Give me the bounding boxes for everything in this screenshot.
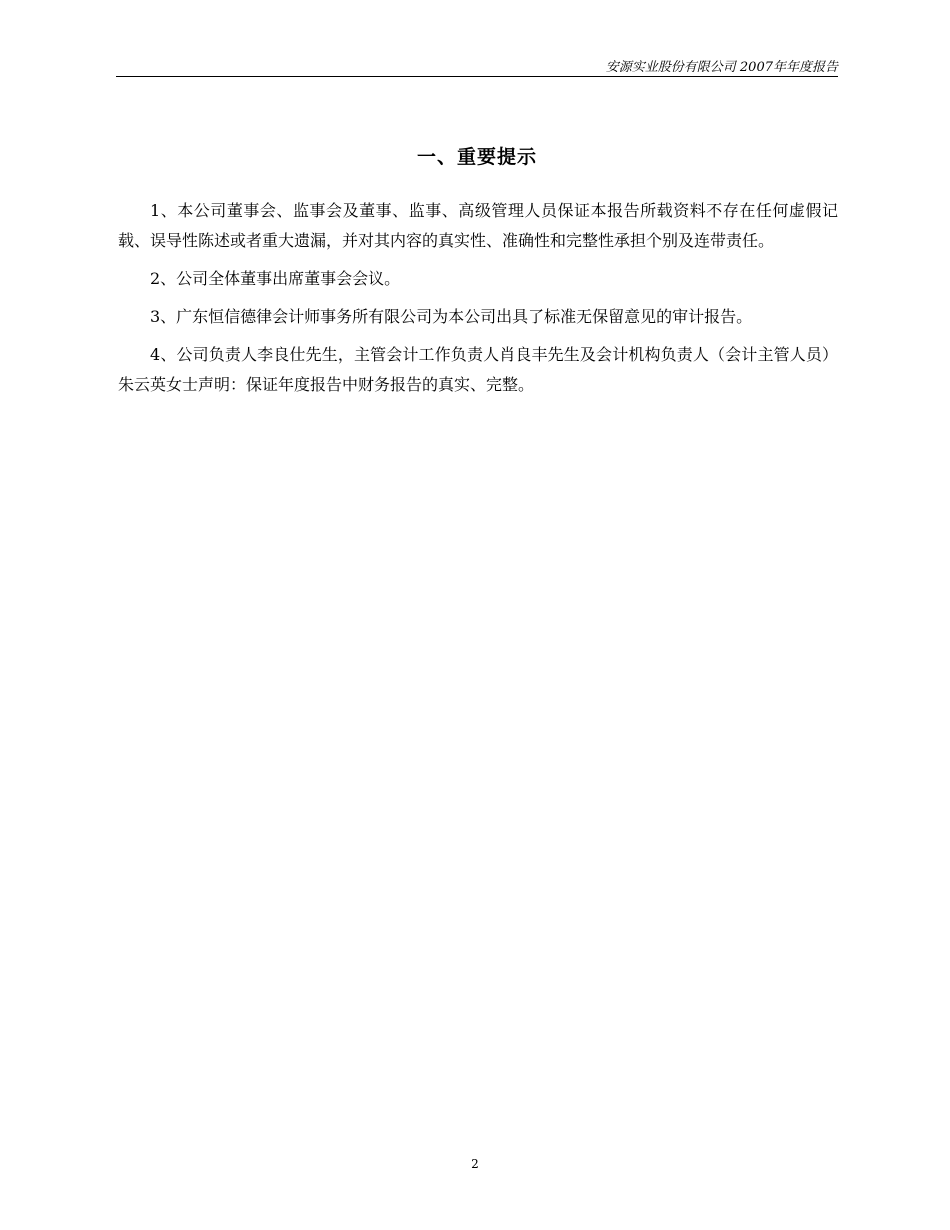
body-text: [118, 196, 838, 408]
page-number: 2: [471, 1157, 479, 1171]
paragraph-3: 3、广东恒信德律会计师事务所有限公司为本公司出具了标准无保留意见的审计报告。: [150, 307, 753, 326]
paragraph-2: 2、公司全体董事出席董事会会议。: [150, 269, 401, 288]
running-title: 安源实业股份有限公司 2007年年度报告: [605, 60, 838, 75]
page-header: [116, 54, 838, 77]
paragraph-1: 1、本公司董事会、监事会及董事、监事、高级管理人员保证本报告所载资料不存在任何虚假记载、误导性陈述或者重大遗漏，并对其内容的真实性、准确性和完整性承担个别及连带责任。: [118, 201, 838, 250]
section-title: 一、重要提示: [416, 146, 537, 168]
paragraph-4: 4、公司负责人李良仕先生，主管会计工作负责人肖良丰先生及会计机构负责人（会计主管人员）朱云英女士声明：保证年度报告中财务报告的真实、完整。: [118, 345, 838, 394]
